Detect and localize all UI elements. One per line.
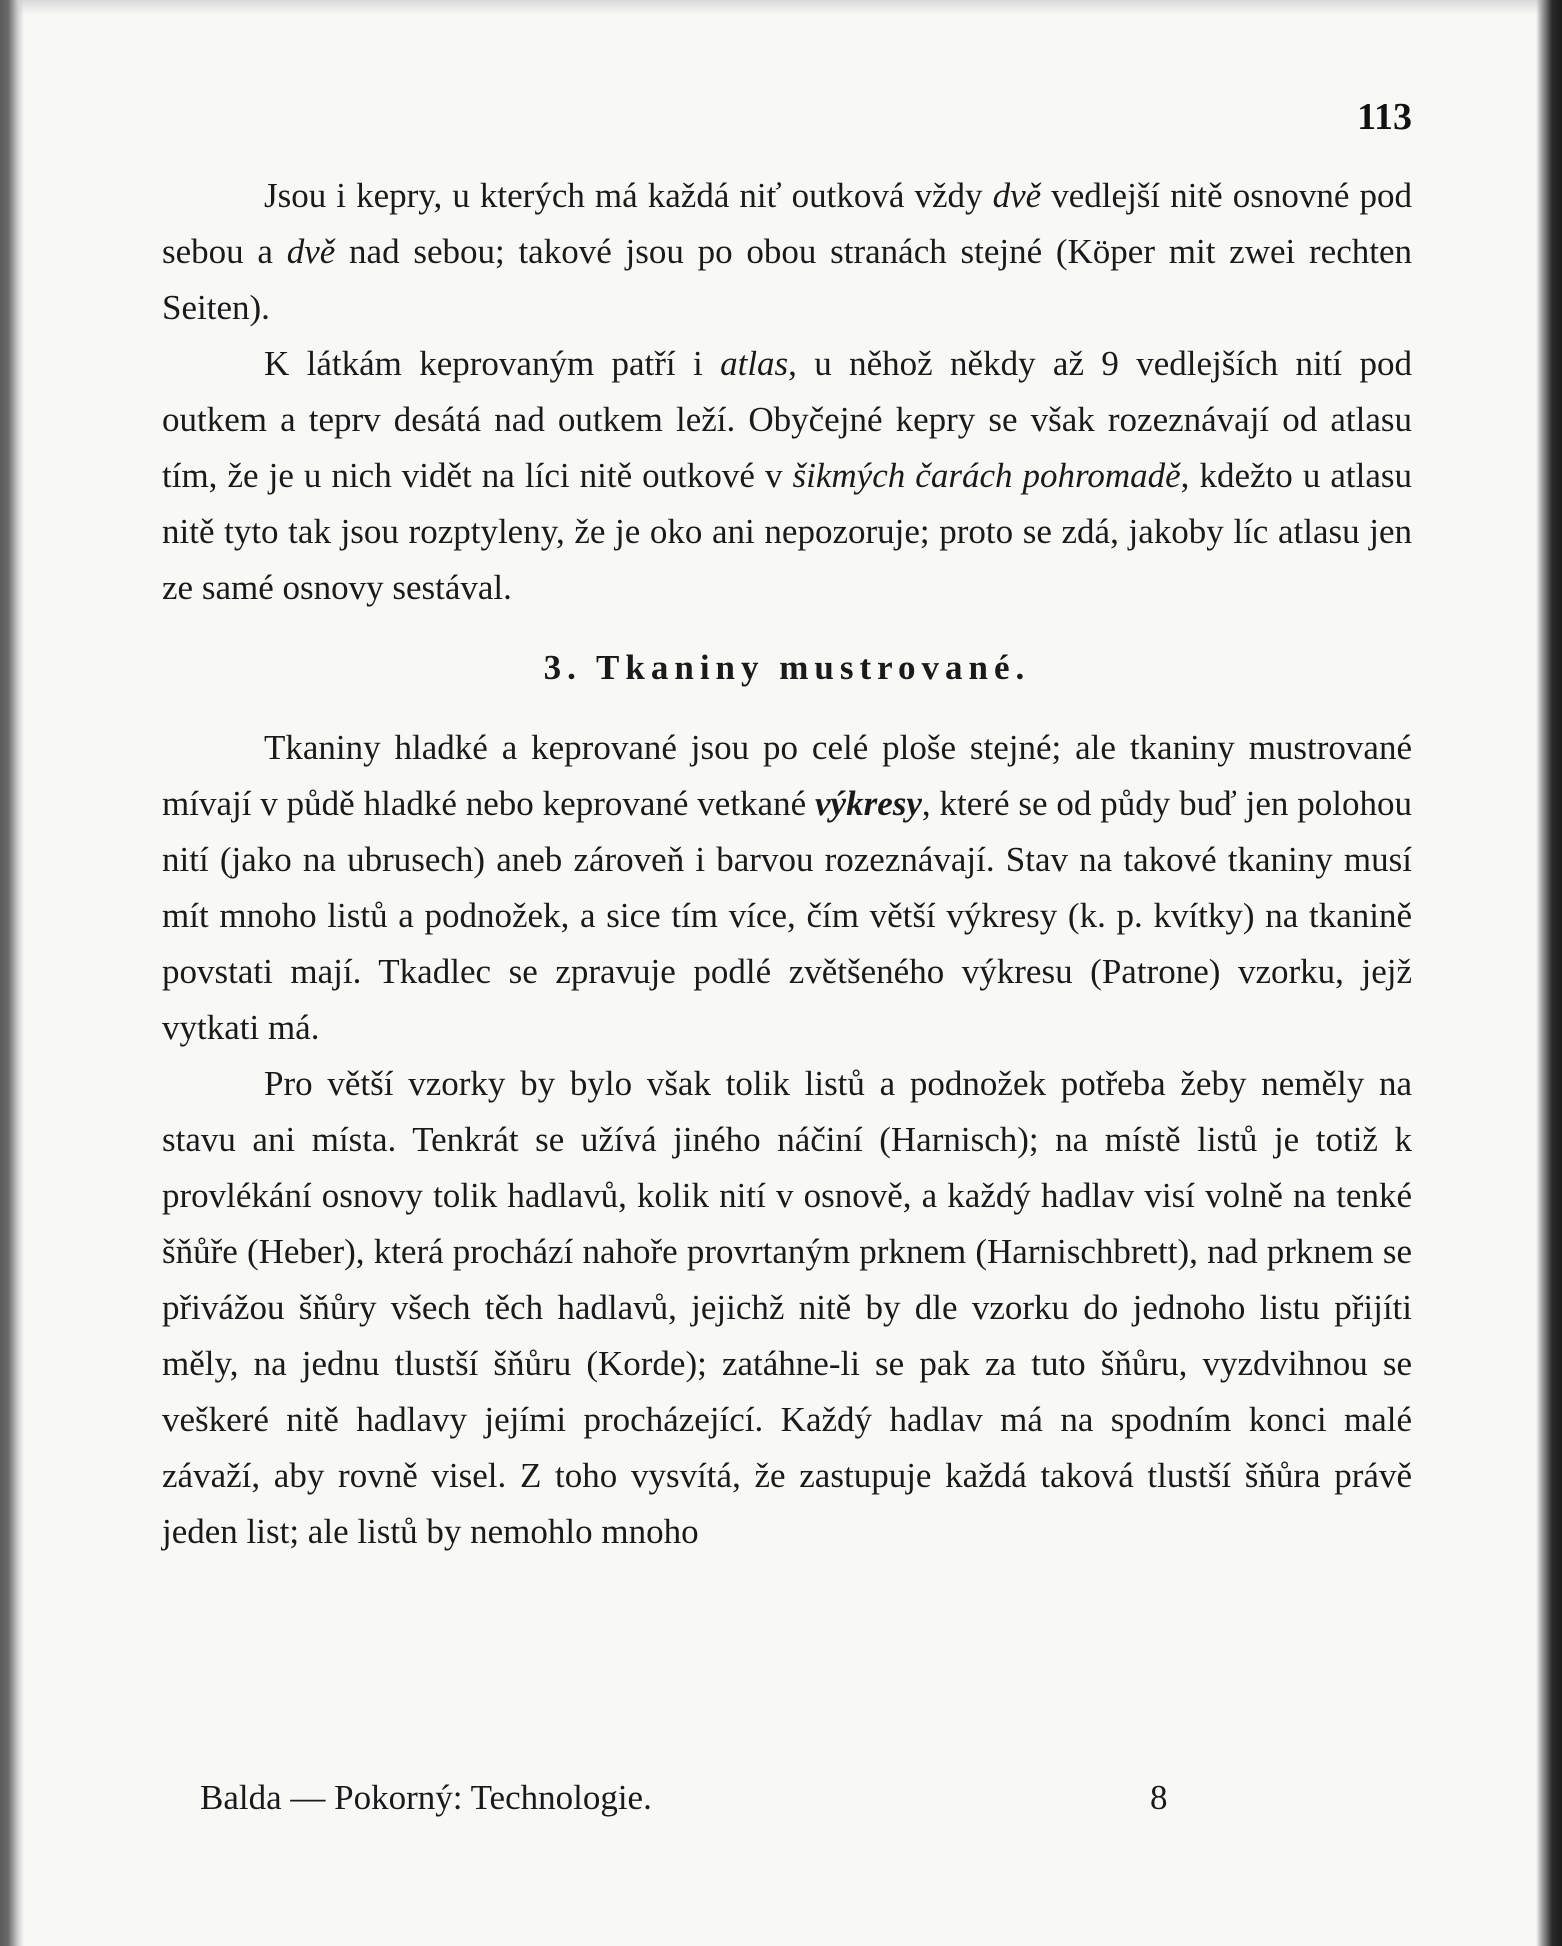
emphasis: výkresy <box>815 784 922 823</box>
emphasis: dvě <box>992 176 1042 215</box>
footer-title: Balda — Pokorný: Technologie. <box>200 1778 652 1817</box>
paragraph-4: Pro větší vzorky by bylo však tolik listů a podnožek potřeba žeby neměly na stavu ani místa. Tenkrát se užívá jiného náčiní (Harnisch); na místě listů je totiž k provlékání osnovy tolik hadlavů, kolik nití v osnově, a každý hadlav visí volně na tenké šňůře (Heber), která prochází nahoře provrtaným prknem (Harnischbrett), nad prknem se přivážou šňůry všech těch hadlavů, jejichž nitě by dle vzorku do jednoho listu přijíti měly, na jednu tlustší šňůru (Korde); zatáhne-li se pak za tuto šňůru, vyzdvihnou se veškeré nitě hadlavy jejími procházející. Každý hadlav má na spodním konci malé závaží, aby rovně visel. Z toho vysvítá, že zastupuje každá taková tlustší šňůra právě jeden list; ale listů by nemohlo mnoho <box>162 1064 1412 1551</box>
paragraph-3: Tkaniny hladké a keprované jsou po celé ploše stejné; ale tkaniny mustrované mívají v půdě hladké nebo keprované vetkané výkresy, které se od půdy buď jen polohou nití (jako na ubrusech) aneb zároveň i barvou rozeznávají. Stav na takové tkaniny musí mít mnoho listů a podnožek, a sice tím více, čím větší výkresy (k. p. kvítky) na tkanině povstati mají. Tkadlec se zpravuje podlé zvětšeného výkresu (Patrone) vzorku, jejž vytkati má. <box>162 728 1412 1047</box>
emphasis: atlas <box>720 344 789 383</box>
page-top-shadow <box>0 0 1562 14</box>
page-left-edge <box>0 0 24 1946</box>
section-heading: 3. Tkaniny mustrované. <box>543 648 1031 687</box>
emphasis: dvě <box>286 232 336 271</box>
footer-signature: 8 <box>1150 1778 1168 1817</box>
body-text <box>162 168 1412 1560</box>
page-number: 113 <box>1357 96 1412 138</box>
paragraph-2: K látkám keprovaným patří i atlas, u něhož někdy až 9 vedlejších nití pod outkem a teprv desátá nad outkem leží. Obyčejné kepry se však rozeznávají od atlasu tím, že je u nich vidět na líci nitě outkové v šikmých čarách pohromadě, kdežto u atlasu nitě tyto tak jsou rozptyleny, že je oko ani nepozoruje; proto se zdá, jakoby líc atlasu jen ze samé osnovy sestával. <box>162 344 1412 607</box>
paragraph-1: Jsou i kepry, u kterých má každá niť outková vždy dvě vedlejší nitě osnovné pod sebou a dvě nad sebou; takové jsou po obou stranách stejné (Köper mit zwei rechten Seiten). <box>162 176 1412 327</box>
emphasis: šikmých čarách pohromadě <box>792 456 1181 495</box>
page-right-edge <box>1536 0 1562 1946</box>
